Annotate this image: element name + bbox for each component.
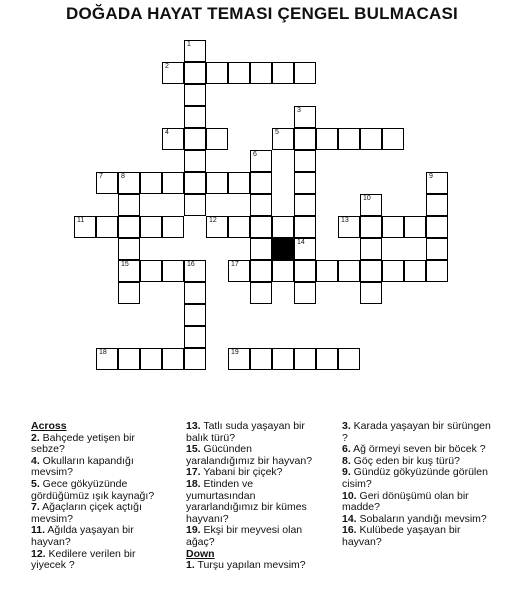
grid-cell[interactable]	[228, 62, 250, 84]
clue-number: 17.	[186, 466, 201, 479]
clue-text: Okulların kapandığı mevsim?	[31, 454, 134, 479]
clue-text: Turşu yapılan mevsim?	[194, 559, 306, 572]
clue-text: Tatlı suda yaşayan bir balık türü?	[186, 420, 305, 444]
grid-cell[interactable]	[228, 172, 250, 194]
grid-cell[interactable]	[118, 348, 140, 370]
grid-cell[interactable]	[74, 216, 96, 238]
grid-cell[interactable]	[272, 128, 294, 150]
grid-cell[interactable]	[118, 260, 140, 282]
clue-item	[31, 433, 167, 456]
grid-cell[interactable]	[140, 348, 162, 370]
grid-cell[interactable]	[294, 216, 316, 238]
grid-cell[interactable]	[118, 172, 140, 194]
clue-item	[31, 479, 167, 502]
clue-number: 10.	[342, 489, 357, 502]
clue-text: Göç eden bir kuş türü?	[350, 454, 460, 467]
grid-cell[interactable]	[338, 348, 360, 370]
grid-cell[interactable]	[162, 62, 184, 84]
grid-cell[interactable]	[184, 84, 206, 106]
grid-cell[interactable]	[382, 216, 404, 238]
grid-cell[interactable]	[360, 260, 382, 282]
grid-cell[interactable]	[250, 260, 272, 282]
clue-item	[186, 421, 322, 444]
cell-number: 5	[275, 129, 279, 136]
grid-cell[interactable]	[338, 260, 360, 282]
grid-cell[interactable]	[162, 260, 184, 282]
grid-cell[interactable]	[404, 216, 426, 238]
cell-number: 8	[121, 173, 125, 180]
cell-number: 19	[231, 349, 239, 356]
clue-text: Kulübede yaşayan bir hayvan?	[342, 524, 461, 548]
clue-number: 3.	[342, 420, 351, 432]
grid-cell[interactable]	[184, 348, 206, 370]
cell-number: 3	[297, 107, 301, 114]
grid-cell[interactable]	[382, 260, 404, 282]
clue-item	[186, 479, 322, 525]
grid-cell[interactable]	[140, 172, 162, 194]
cell-number: 2	[165, 63, 169, 70]
clue-number: 15.	[186, 443, 201, 456]
clue-number: 14.	[342, 512, 357, 525]
grid-cell[interactable]	[360, 238, 382, 260]
clue-number: 5.	[31, 477, 40, 490]
grid-cell[interactable]	[426, 216, 448, 238]
grid-cell[interactable]	[294, 172, 316, 194]
grid-cell[interactable]	[294, 150, 316, 172]
clue-text: Geri dönüşümü olan bir madde?	[342, 489, 469, 514]
grid-cell[interactable]	[206, 172, 228, 194]
grid-cell[interactable]	[360, 128, 382, 150]
grid-cell[interactable]	[250, 348, 272, 370]
grid-cell[interactable]	[184, 128, 206, 150]
clue-number: 12.	[31, 547, 46, 560]
clue-number: 1.	[186, 559, 195, 572]
cell-number: 6	[253, 151, 257, 158]
grid-cell[interactable]	[316, 348, 338, 370]
grid-cell[interactable]	[184, 150, 206, 172]
clues-column-2	[186, 421, 322, 572]
cell-number: 13	[341, 217, 349, 224]
grid-cell[interactable]	[206, 128, 228, 150]
grid-cell[interactable]	[96, 348, 118, 370]
grid-cell[interactable]	[360, 216, 382, 238]
grid-cell[interactable]	[294, 194, 316, 216]
clue-item	[31, 549, 167, 572]
clue-text: Ağ örmeyi seven bir böcek ?	[350, 443, 486, 456]
clue-text: Gece gökyüzünde gördüğümüz ışık kaynağı?	[31, 477, 155, 502]
cell-number: 11	[77, 217, 85, 224]
grid-cell[interactable]	[316, 260, 338, 282]
grid-cell[interactable]	[426, 172, 448, 194]
grid-cell[interactable]	[426, 238, 448, 260]
grid-cell[interactable]	[338, 128, 360, 150]
clue-number: 18.	[186, 477, 201, 490]
grid-cell[interactable]	[294, 260, 316, 282]
grid-cell[interactable]	[294, 348, 316, 370]
grid-cell[interactable]	[294, 106, 316, 128]
clue-item	[186, 560, 322, 572]
grid-cell[interactable]	[360, 194, 382, 216]
clue-number: 16.	[342, 524, 357, 537]
grid-cell[interactable]	[184, 304, 206, 326]
grid-cell[interactable]	[360, 282, 382, 304]
cell-number: 18	[99, 349, 107, 356]
page-title: DOĞADA HAYAT TEMASI ÇENGEL BULMACASI	[66, 4, 458, 23]
grid-cell[interactable]	[272, 62, 294, 84]
clue-item	[342, 491, 492, 514]
clue-text: Ekşi bir meyvesi olan ağaç?	[186, 524, 303, 548]
clue-number: 6.	[342, 443, 351, 456]
cell-number: 4	[165, 129, 169, 136]
grid-cell[interactable]	[250, 172, 272, 194]
clue-number: 7.	[31, 501, 40, 514]
grid-cell[interactable]	[184, 106, 206, 128]
grid-cell[interactable]	[184, 194, 206, 216]
grid-cell[interactable]	[294, 282, 316, 304]
clue-number: 9.	[342, 466, 351, 479]
cell-number: 16	[187, 261, 195, 268]
clue-item	[342, 525, 492, 548]
cell-number: 10	[363, 195, 371, 202]
grid-cell[interactable]	[118, 194, 140, 216]
grid-cell[interactable]	[96, 216, 118, 238]
clue-number: 8.	[342, 454, 351, 467]
clue-text: Kedilere verilen bir yiyecek ?	[31, 547, 136, 572]
clue-number: 19.	[186, 524, 201, 537]
grid-cell[interactable]	[206, 62, 228, 84]
grid-cell[interactable]	[272, 348, 294, 370]
clue-text: Yabani bir çiçek?	[200, 466, 283, 479]
grid-cell[interactable]	[250, 216, 272, 238]
grid-cell[interactable]	[140, 216, 162, 238]
grid-cell[interactable]	[294, 128, 316, 150]
grid-cell[interactable]	[140, 260, 162, 282]
cell-number: 15	[121, 261, 129, 268]
grid-cell[interactable]	[228, 348, 250, 370]
grid-cell[interactable]	[228, 216, 250, 238]
clue-number: 2.	[31, 431, 40, 444]
grid-cell[interactable]	[162, 172, 184, 194]
clue-item	[342, 467, 492, 490]
grid-cell[interactable]	[118, 216, 140, 238]
clue-item	[31, 502, 167, 525]
clue-text: Sobaların yandığı mevsim?	[356, 512, 487, 525]
grid-cell[interactable]	[184, 326, 206, 348]
across-heading: Across	[31, 420, 67, 432]
clue-text: Ağılda yaşayan bir hayvan?	[31, 524, 134, 548]
clue-item	[31, 456, 167, 479]
cell-number: 1	[187, 41, 191, 48]
black-cell	[272, 238, 294, 260]
cell-number: 7	[99, 173, 103, 180]
clue-number: 4.	[31, 454, 40, 467]
grid-cell[interactable]	[250, 194, 272, 216]
grid-cell[interactable]	[294, 62, 316, 84]
down-heading: Down	[186, 547, 215, 560]
grid-cell[interactable]	[184, 62, 206, 84]
grid-cell[interactable]	[426, 260, 448, 282]
grid-cell[interactable]	[338, 216, 360, 238]
grid-cell[interactable]	[294, 238, 316, 260]
clue-item	[342, 421, 492, 444]
grid-cell[interactable]	[184, 260, 206, 282]
grid-cell[interactable]	[162, 128, 184, 150]
clues-column-3	[342, 421, 492, 549]
grid-cell[interactable]	[272, 216, 294, 238]
clue-text: Ağaçların çiçek açtığı mevsim?	[31, 501, 142, 525]
grid-cell[interactable]	[272, 260, 294, 282]
clue-text: Gündüz gökyüzünde görülen cisim?	[342, 466, 488, 490]
grid-cell[interactable]	[206, 216, 228, 238]
grid-cell[interactable]	[118, 238, 140, 260]
clue-item	[186, 444, 322, 467]
cell-number: 12	[209, 217, 217, 224]
clue-item	[186, 525, 322, 548]
grid-cell[interactable]	[250, 150, 272, 172]
clue-text: Karada yaşayan bir sürüngen ?	[342, 420, 491, 444]
grid-cell[interactable]	[96, 172, 118, 194]
grid-cell[interactable]	[426, 194, 448, 216]
grid-cell[interactable]	[382, 128, 404, 150]
grid-cell[interactable]	[316, 128, 338, 150]
cell-number: 17	[231, 261, 239, 268]
clue-number: 13.	[186, 420, 201, 432]
cell-number: 14	[297, 239, 305, 246]
clue-item	[31, 525, 167, 548]
grid-cell[interactable]	[404, 260, 426, 282]
clue-text: Bahçede yetişen bir sebze?	[31, 431, 135, 456]
grid-cell[interactable]	[162, 216, 184, 238]
grid-cell[interactable]	[162, 348, 184, 370]
clue-text: Gücünden yaralandığımız bir hayvan?	[186, 443, 313, 467]
grid-cell[interactable]	[184, 172, 206, 194]
grid-cell[interactable]	[118, 282, 140, 304]
grid-cell[interactable]	[250, 62, 272, 84]
grid-cell[interactable]	[250, 282, 272, 304]
grid-cell[interactable]	[184, 282, 206, 304]
grid-cell[interactable]	[184, 40, 206, 62]
grid-cell[interactable]	[228, 260, 250, 282]
cell-number: 9	[429, 173, 433, 180]
clue-text: Etinden ve yumurtasından yararlandığımız bir kümes hayvanı?	[186, 477, 307, 525]
grid-cell[interactable]	[250, 238, 272, 260]
clues-column-1	[31, 421, 167, 572]
clue-number: 11.	[31, 524, 46, 537]
